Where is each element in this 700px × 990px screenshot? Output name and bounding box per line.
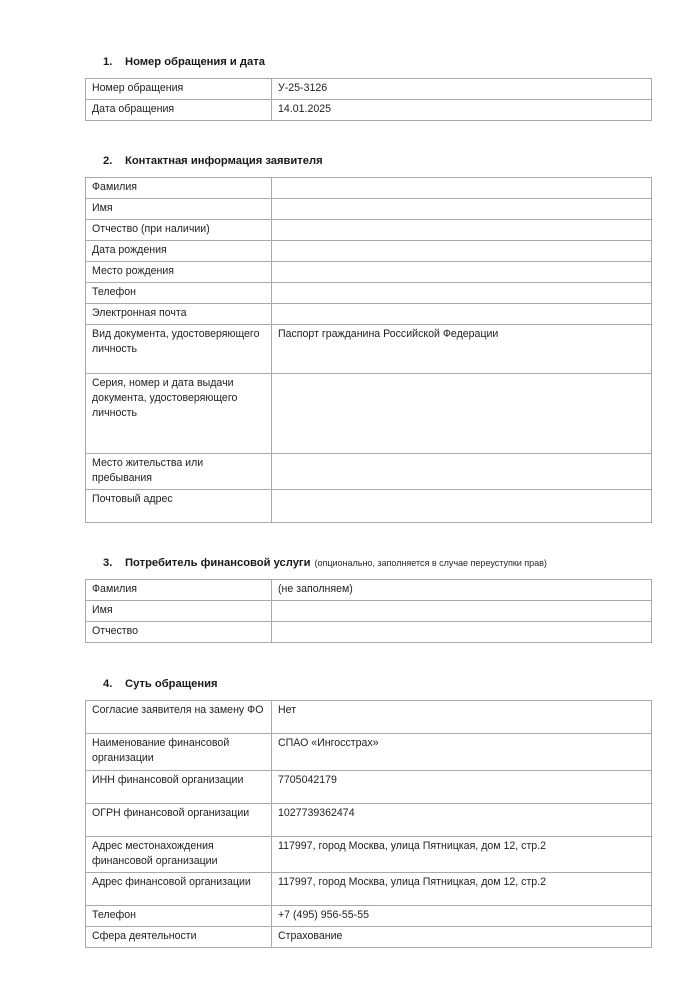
row-value[interactable] <box>272 241 652 262</box>
row-value[interactable]: (не заполняем) <box>272 580 652 601</box>
row-value[interactable]: 1027739362474 <box>272 803 652 836</box>
section-table <box>85 579 652 643</box>
row-label: Фамилия <box>86 178 272 199</box>
table-row <box>86 803 652 836</box>
row-value[interactable]: Страхование <box>272 926 652 947</box>
row-value[interactable] <box>272 601 652 622</box>
table-row <box>86 622 652 643</box>
section-table <box>85 78 652 121</box>
section-1 <box>85 55 625 121</box>
section-heading <box>85 55 625 69</box>
row-value[interactable] <box>272 199 652 220</box>
row-label: Имя <box>86 601 272 622</box>
table-row <box>86 178 652 199</box>
section-title: Контактная информация заявителя <box>125 155 323 168</box>
section-table <box>85 177 652 523</box>
row-label: Согласие заявителя на замену ФО <box>86 701 272 734</box>
row-value[interactable] <box>272 374 652 454</box>
table-row <box>86 905 652 926</box>
table-row <box>86 100 652 121</box>
section-number: 3. <box>103 557 113 570</box>
row-label: Место жительства или пребывания <box>86 454 272 490</box>
table-row <box>86 734 652 770</box>
section-title: Суть обращения <box>125 678 218 691</box>
section-note: (опционально, заполняется в случае переуступки прав) <box>314 558 547 569</box>
row-label: Адрес финансовой организации <box>86 872 272 905</box>
row-value[interactable]: СПАО «Ингосстрах» <box>272 734 652 770</box>
row-label: Наименование финансовой организации <box>86 734 272 770</box>
row-label: Дата рождения <box>86 241 272 262</box>
row-label: Вид документа, удостоверяющего личность <box>86 325 272 374</box>
table-row <box>86 601 652 622</box>
table-row <box>86 926 652 947</box>
section-heading <box>85 677 625 691</box>
table-row <box>86 79 652 100</box>
row-label: ИНН финансовой организации <box>86 770 272 803</box>
table-body <box>86 178 652 523</box>
section-number: 4. <box>103 678 113 691</box>
row-value[interactable]: 7705042179 <box>272 770 652 803</box>
row-value[interactable] <box>272 262 652 283</box>
row-value[interactable] <box>272 454 652 490</box>
section-4 <box>85 677 625 947</box>
table-row <box>86 262 652 283</box>
row-value[interactable]: У-25-3126 <box>272 79 652 100</box>
row-label: Сфера деятельности <box>86 926 272 947</box>
table-row <box>86 836 652 872</box>
row-value[interactable] <box>272 304 652 325</box>
row-label: Имя <box>86 199 272 220</box>
table-row <box>86 325 652 374</box>
row-label: Серия, номер и дата выдачи документа, удостоверяющего личность <box>86 374 272 454</box>
table-row <box>86 490 652 523</box>
row-value[interactable] <box>272 622 652 643</box>
section-number: 2. <box>103 155 113 168</box>
section-title-wrap <box>125 154 323 168</box>
row-value[interactable] <box>272 178 652 199</box>
row-value[interactable]: 117997, город Москва, улица Пятницкая, дом 12, стр.2 <box>272 836 652 872</box>
sections-container <box>85 55 625 948</box>
table-row <box>86 770 652 803</box>
row-label: Отчество (при наличии) <box>86 220 272 241</box>
section-heading <box>85 556 625 570</box>
row-value[interactable]: 117997, город Москва, улица Пятницкая, дом 12, стр.2 <box>272 872 652 905</box>
section-title-wrap <box>125 556 547 570</box>
row-label: Фамилия <box>86 580 272 601</box>
row-value[interactable] <box>272 220 652 241</box>
section-heading <box>85 154 625 168</box>
row-label: Отчество <box>86 622 272 643</box>
table-row <box>86 872 652 905</box>
table-row <box>86 241 652 262</box>
table-row <box>86 454 652 490</box>
row-label: ОГРН финансовой организации <box>86 803 272 836</box>
row-value[interactable] <box>272 490 652 523</box>
row-value[interactable]: 14.01.2025 <box>272 100 652 121</box>
section-gap <box>85 523 625 556</box>
section-3 <box>85 556 625 643</box>
table-row <box>86 304 652 325</box>
row-value[interactable]: Нет <box>272 701 652 734</box>
section-2 <box>85 154 625 523</box>
section-gap <box>85 121 625 154</box>
row-value[interactable]: Паспорт гражданина Российской Федерации <box>272 325 652 374</box>
row-label: Место рождения <box>86 262 272 283</box>
row-label: Телефон <box>86 905 272 926</box>
section-title: Потребитель финансовой услуги <box>125 557 311 570</box>
section-title: Номер обращения и дата <box>125 56 265 68</box>
section-gap <box>85 643 625 677</box>
row-label: Дата обращения <box>86 100 272 121</box>
row-label: Номер обращения <box>86 79 272 100</box>
table-row <box>86 199 652 220</box>
row-label: Почтовый адрес <box>86 490 272 523</box>
section-number: 1. <box>103 56 113 68</box>
row-value[interactable]: +7 (495) 956-55-55 <box>272 905 652 926</box>
table-row <box>86 220 652 241</box>
table-row <box>86 701 652 734</box>
row-label: Телефон <box>86 283 272 304</box>
table-row <box>86 580 652 601</box>
section-title-wrap <box>125 55 265 69</box>
table-row <box>86 283 652 304</box>
row-value[interactable] <box>272 283 652 304</box>
table-body <box>86 701 652 947</box>
row-label: Электронная почта <box>86 304 272 325</box>
table-body <box>86 580 652 643</box>
section-title-wrap <box>125 677 218 691</box>
row-label: Адрес местонахождения финансовой организации <box>86 836 272 872</box>
section-table <box>85 700 652 947</box>
table-row <box>86 374 652 454</box>
table-body <box>86 79 652 121</box>
